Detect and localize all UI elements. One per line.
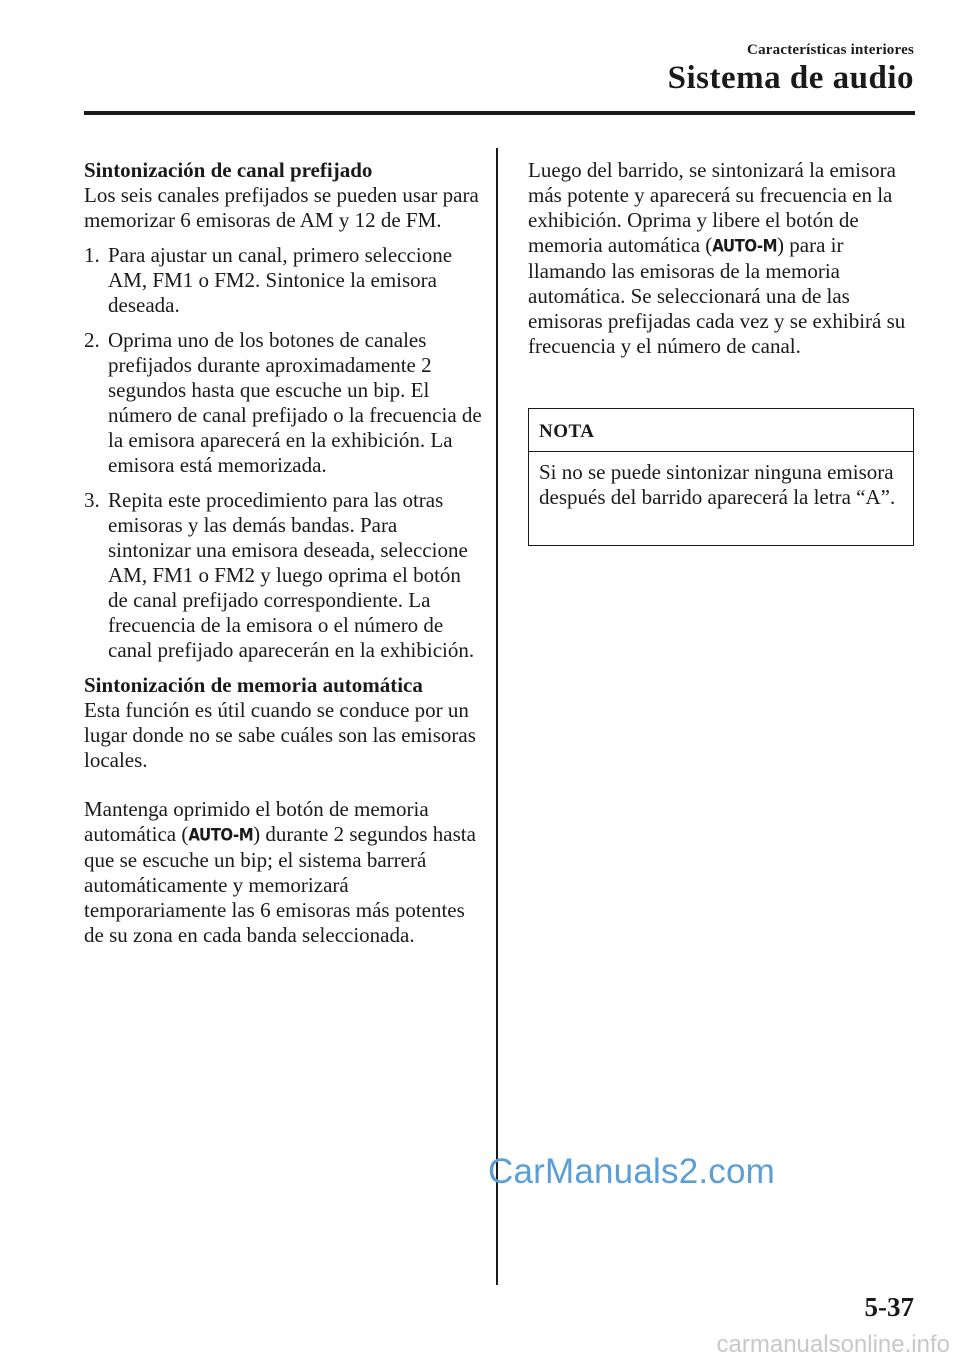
step-item — [84, 328, 484, 478]
text-fragment: ) para ir llamando las emisoras de la memoria automática. Se seleccionará una de las emisoras prefijadas cada vez y se exhibirá su frecuencia y el número de canal. — [528, 233, 906, 358]
footer-watermark: carmanualsonline.info — [716, 1331, 950, 1358]
header-divider — [84, 111, 915, 115]
watermark-logo: CarManuals2.com — [488, 1152, 775, 1191]
step-number: 1. — [84, 243, 100, 267]
step-item — [84, 488, 484, 663]
section-label: Características interiores — [747, 42, 914, 58]
intro-paragraph: Los seis canales prefijados se pueden usar para memorizar 6 emisoras de AM y 12 de FM. — [84, 183, 479, 232]
note-box — [528, 408, 914, 546]
step-text: Oprima uno de los botones de canales prefijados durante aproximadamente 2 segundos hasta que escuche un bip. El número de canal prefijado o la frecuencia de la emisora aparecerá en la exhibición. La emisora está memorizada. — [108, 328, 482, 477]
text-fragment: ) durante 2 segundos hasta que se escuche un bip; el sistema barrerá automáticamente y memorizará temporariamente las 6 emisoras más potentes de su zona en cada banda seleccionada. — [84, 822, 476, 947]
note-text: Si no se puede sintonizar ninguna emisora después del barrido aparecerá la letra “A”. — [539, 460, 896, 509]
text-fragment: Luego del barrido, se sintonizará la emisora más potente y aparecerá su frecuencia en la exhibición. Oprima y libere el botón de memoria automática ( — [528, 158, 896, 257]
note-title: NOTA — [529, 409, 913, 452]
auto-memory-instructions — [84, 797, 484, 948]
section-heading-auto-memory: Sintonización de memoria automática — [84, 673, 423, 697]
auto-memory-paragraph: Esta función es útil cuando se conduce por un lugar donde no se sabe cuáles son las emisoras locales. — [84, 698, 476, 772]
scan-result-paragraph — [528, 158, 915, 359]
step-number: 2. — [84, 328, 100, 352]
auto-m-button-icon: AUTO-M — [712, 235, 778, 257]
text-fragment: Mantenga oprimido el botón de memoria automática ( — [84, 797, 429, 846]
right-column — [528, 158, 915, 359]
section-heading-preset: Sintonización de canal prefijado — [84, 158, 373, 182]
column-divider — [496, 148, 498, 1285]
step-text: Repita este procedimiento para las otras emisoras y las demás bandas. Para sintonizar una emisora deseada, seleccione AM, FM1 o FM2 y luego oprima el botón de canal prefijado correspondiente. La frecuencia de la emisora o el número de canal prefijado aparecerán en la exhibición. — [108, 488, 475, 662]
step-item — [84, 243, 484, 318]
page-number: 5-37 — [864, 1292, 914, 1322]
page-title: Sistema de audio — [667, 60, 914, 96]
step-number: 3. — [84, 488, 100, 512]
left-column — [84, 158, 484, 948]
auto-m-button-icon: AUTO-M — [188, 824, 254, 846]
step-text: Para ajustar un canal, primero seleccione AM, FM1 o FM2. Sintonice la emisora deseada. — [108, 243, 453, 317]
